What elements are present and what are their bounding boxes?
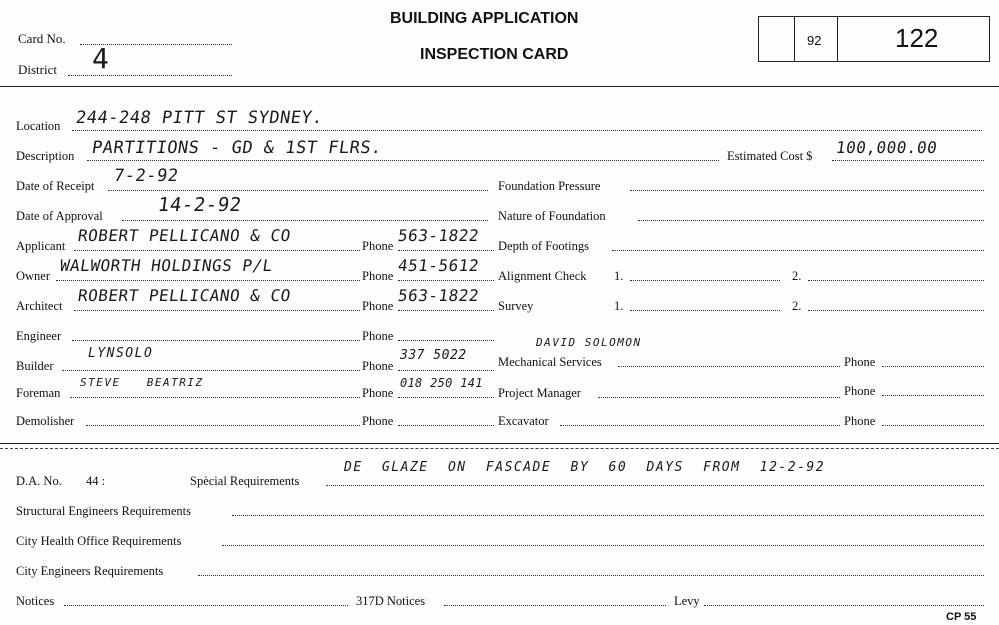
- builder-phone-label: Phone: [362, 359, 394, 373]
- card-no-label: Card No.: [18, 31, 66, 46]
- foreman-phone: 018 250 141: [400, 376, 483, 390]
- applicant-value: ROBERT PELLICANO & CO: [76, 226, 293, 245]
- city-engineers-label: City Engineers Requirements: [16, 564, 164, 578]
- title-line2: INSPECTION CARD: [420, 46, 569, 63]
- foreman-phone-label: Phone: [362, 386, 394, 400]
- demolisher-phone-label: Phone: [362, 414, 394, 428]
- excavator-phone-label: Phone: [844, 414, 876, 428]
- notices-317d-label: 317D Notices: [356, 594, 426, 608]
- applicant-label: Applicant: [16, 239, 66, 253]
- notices-label: Notices: [16, 594, 55, 608]
- header-divider: [0, 86, 999, 87]
- alignment-check-1: 1.: [614, 269, 624, 283]
- date-of-approval-label: Date of Approval: [16, 209, 103, 223]
- foreman-label: Foreman: [16, 386, 61, 400]
- engineer-phone-label: Phone: [362, 329, 394, 343]
- district-value: 4: [92, 42, 110, 75]
- owner-phone: 451-5612: [396, 256, 481, 275]
- foreman-value: STEVE BEATRIZ: [80, 376, 204, 389]
- description-label: Description: [16, 149, 75, 163]
- date-of-receipt-value: 7-2-92: [112, 166, 180, 186]
- excavator-label: Excavator: [498, 414, 549, 428]
- builder-phone: 337 5022: [400, 348, 467, 363]
- description-value: PARTITIONS - GD & 1ST FLRS.: [90, 138, 384, 158]
- form-code: CP 55: [946, 611, 977, 623]
- builder-label: Builder: [16, 359, 54, 373]
- section-divider-solid: [0, 443, 999, 444]
- mechanical-phone-label: Phone: [844, 355, 876, 369]
- location-label: Location: [16, 119, 61, 133]
- alignment-check-label: Alignment Check: [498, 269, 587, 283]
- demolisher-label: Demolisher: [16, 414, 75, 428]
- depth-of-footings-label: Depth of Footings: [498, 239, 589, 253]
- owner-label: Owner: [16, 269, 51, 283]
- owner-value: WALWORTH HOLDINGS P/L: [58, 256, 275, 275]
- district-line: [68, 75, 232, 76]
- da-no-label: D.A. No.: [16, 474, 62, 488]
- special-requirements-label: Spècial Requirements: [190, 474, 300, 488]
- mechanical-services-label: Mechanical Services: [498, 355, 602, 369]
- survey-2: 2.: [792, 299, 802, 313]
- architect-phone: 563-1822: [396, 286, 481, 305]
- alignment-check-2: 2.: [792, 269, 802, 283]
- owner-phone-label: Phone: [362, 269, 394, 283]
- architect-phone-label: Phone: [362, 299, 394, 313]
- card-number: 122: [895, 23, 939, 53]
- architect-value: ROBERT PELLICANO & CO: [76, 286, 293, 305]
- date-of-approval-value: 14-2-92: [156, 194, 244, 216]
- title-line1: BUILDING APPLICATION: [390, 10, 579, 27]
- foundation-pressure-label: Foundation Pressure: [498, 179, 601, 193]
- engineer-label: Engineer: [16, 329, 62, 343]
- estimated-cost-label: Estimated Cost $: [727, 149, 813, 163]
- special-requirements-value: DE GLAZE ON FASCADE BY 60 DAYS FROM 12-2-92: [344, 460, 826, 475]
- location-value: 244-248 PITT ST SYDNEY.: [74, 108, 325, 128]
- da-no-value: 44 :: [86, 474, 106, 488]
- estimated-cost-value: 100,000.00: [834, 138, 939, 157]
- builder-value: LYNSOLO: [88, 346, 154, 361]
- architect-label: Architect: [16, 299, 63, 313]
- structural-engineers-label: Structural Engineers Requirements: [16, 504, 191, 518]
- survey-label: Survey: [498, 299, 534, 313]
- date-of-receipt-label: Date of Receipt: [16, 179, 95, 193]
- card-number-box: [758, 16, 990, 62]
- card-year: 92: [807, 33, 822, 48]
- city-health-label: City Health Office Requirements: [16, 534, 182, 548]
- levy-label: Levy: [674, 594, 700, 608]
- nature-of-foundation-label: Nature of Foundation: [498, 209, 606, 223]
- district-label: District: [18, 62, 57, 77]
- applicant-phone: 563-1822: [396, 226, 481, 245]
- mechanical-services-value: DAVID SOLOMON: [536, 336, 642, 349]
- section-divider-dashed: [0, 448, 999, 449]
- survey-1: 1.: [614, 299, 624, 313]
- project-manager-phone-label: Phone: [844, 384, 876, 398]
- project-manager-label: Project Manager: [498, 386, 581, 400]
- applicant-phone-label: Phone: [362, 239, 394, 253]
